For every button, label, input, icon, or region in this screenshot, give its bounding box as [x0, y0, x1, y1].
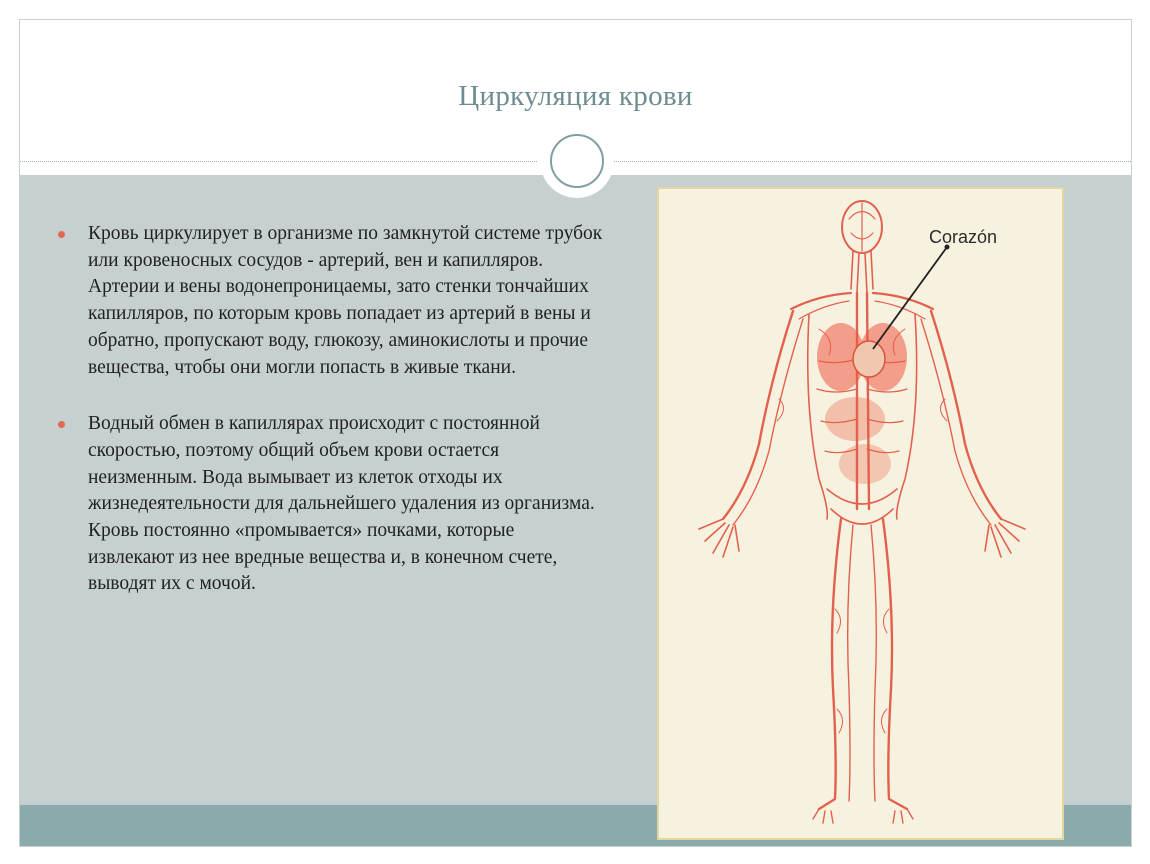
bullet-dot-icon: [58, 231, 65, 238]
paragraph-2: Водный обмен в капиллярах происходит с постоянной скоростью, поэтому общий объем крови остается неизменным. Вода вымывает из клеток отходы их жизнедеятельности для дальнейшего удаления из организма. Кровь постоянно «промывается» почками, которые извлекают из нее вредные вещества и, в конечном счете, выводят их с мочой.: [88, 413, 595, 595]
title-divider-left: [20, 161, 537, 162]
title-divider-right: [611, 161, 1131, 162]
bullet-dot-icon: [58, 421, 65, 428]
intestine-shape: [839, 444, 891, 484]
paragraph-1: Кровь циркулирует в организме по замкнутой системе трубок или кровеносных сосудов - артерий, вен и капилляров. Артерии и вены водонепроницаемы, зато стенки тончайших капилляров, по которым кровь попадает из артерий в вены и обратно, пропускают воду, глюкозу, аминокислоты и прочие вещества, чтобы они могли попасть в живые ткани.: [88, 223, 603, 378]
divider-ring-icon: [540, 124, 614, 198]
bullet-item-1: [58, 221, 603, 381]
heart-shape: [853, 341, 885, 377]
divider-ring-inner: [550, 134, 604, 188]
slide-title: Циркуляция крови: [458, 80, 693, 112]
label-pointer-line: [873, 247, 947, 349]
circulatory-body-illustration: [659, 189, 1066, 842]
bullet-item-2: [58, 411, 603, 598]
circulatory-system-figure: [657, 187, 1064, 840]
slide: [19, 19, 1132, 847]
abdomen-organs-shape: [825, 397, 885, 441]
heart-label: Corazón: [929, 227, 998, 247]
bullet-list: [58, 221, 603, 628]
